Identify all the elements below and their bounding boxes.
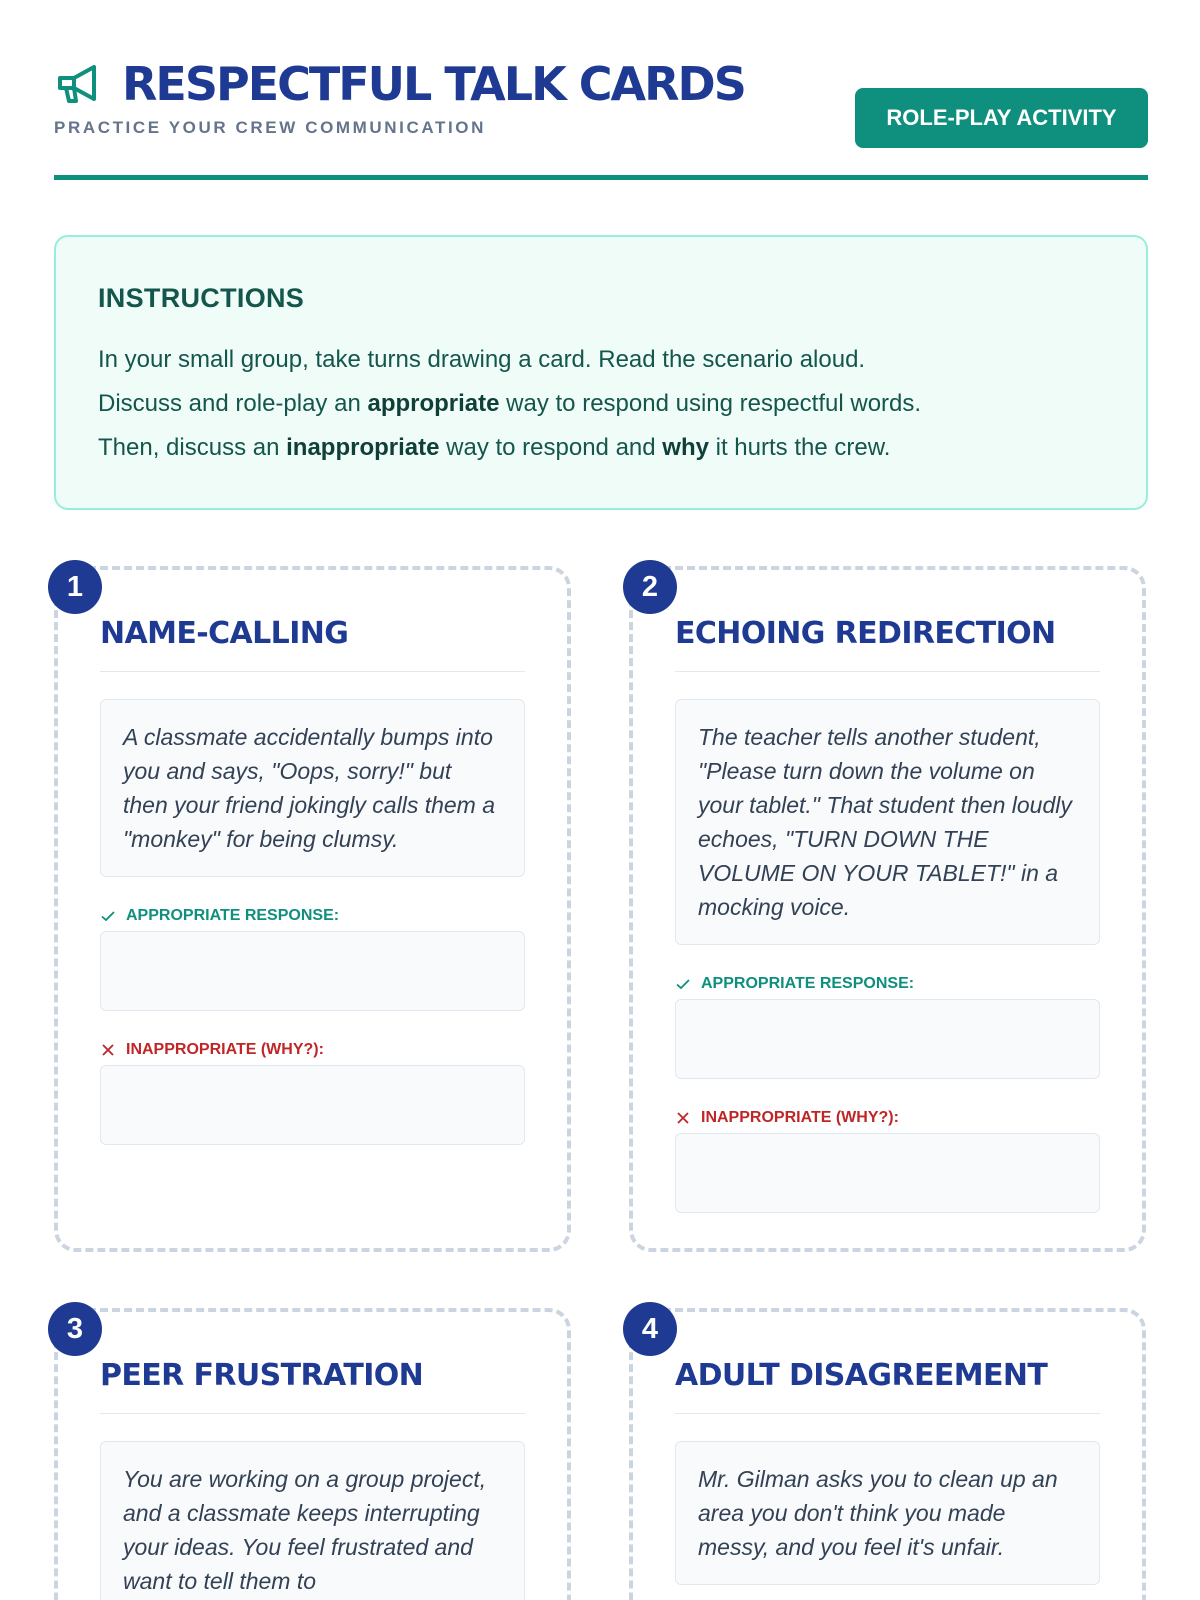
instructions-panel [54,235,1148,510]
instr-emphasis: why [662,434,709,461]
card-title: NAME-CALLING [100,616,525,672]
page-header [54,56,1148,180]
megaphone-icon [54,59,104,109]
inappropriate-label [100,1041,525,1059]
appropriate-label-text: APPROPRIATE RESPONSE: [126,907,340,924]
card-title: ADULT DISAGREEMENT [675,1358,1100,1414]
card-scenario: The teacher tells another student, "Please turn down the volume on your tablet." That student then loudly echoes, "TURN DOWN THE VOLUME ON YOUR TABLET!" in a mocking voice. [675,699,1100,945]
instr-text: way to respond and [439,434,663,461]
close-icon [675,1110,691,1126]
inappropriate-label [675,1109,1100,1127]
check-icon [100,908,116,924]
card-scenario: You are working on a group project, and a classmate keeps interrupting your ideas. You feel frustrated and want to tell them to [100,1441,525,1600]
instructions-line-2 [98,382,1104,426]
activity-badge: ROLE-PLAY ACTIVITY [855,88,1148,148]
page-subtitle: PRACTICE YOUR CREW COMMUNICATION [54,118,487,137]
check-icon [675,976,691,992]
instructions-line-1: In your small group, take turns drawing a card. Read the scenario aloud. [98,346,866,373]
card-number-badge: 2 [623,560,677,614]
instructions-line-3 [98,426,1104,470]
card-number-badge: 4 [623,1302,677,1356]
appropriate-response-box[interactable] [100,931,525,1011]
card-title: ECHOING REDIRECTION [675,616,1100,672]
scenario-card [629,1308,1146,1600]
page-title: RESPECTFUL TALK CARDS [122,57,745,111]
card-number-badge: 1 [48,560,102,614]
instr-text: Then, discuss an [98,434,287,461]
scenario-card [54,566,571,1252]
appropriate-label [675,975,1100,993]
close-icon [100,1042,116,1058]
instr-text: way to respond using respectful words. [499,390,922,417]
card-number-badge: 3 [48,1302,102,1356]
instructions-body [98,338,1104,470]
instr-text: it hurts the crew. [708,434,891,461]
card-scenario: A classmate accidentally bumps into you and says, "Oops, sorry!" but then your friend jokingly calls them a "monkey" for being clumsy. [100,699,525,877]
appropriate-label [100,907,525,925]
instr-emphasis: appropriate [367,390,500,417]
card-scenario: Mr. Gilman asks you to clean up an area you don't think you made messy, and you feel it's unfair. [675,1441,1100,1585]
appropriate-label-text: APPROPRIATE RESPONSE: [701,975,915,992]
appropriate-response-box[interactable] [675,999,1100,1079]
inappropriate-response-box[interactable] [675,1133,1100,1213]
card-title: PEER FRUSTRATION [100,1358,525,1414]
inappropriate-label-text: INAPPROPRIATE (WHY?): [701,1109,899,1126]
scenario-card [629,566,1146,1252]
inappropriate-label-text: INAPPROPRIATE (WHY?): [126,1041,324,1058]
instructions-heading: INSTRUCTIONS [98,283,305,313]
instr-emphasis: inappropriate [286,434,440,461]
instr-text: Discuss and role-play an [98,390,368,417]
inappropriate-response-box[interactable] [100,1065,525,1145]
scenario-card [54,1308,571,1600]
